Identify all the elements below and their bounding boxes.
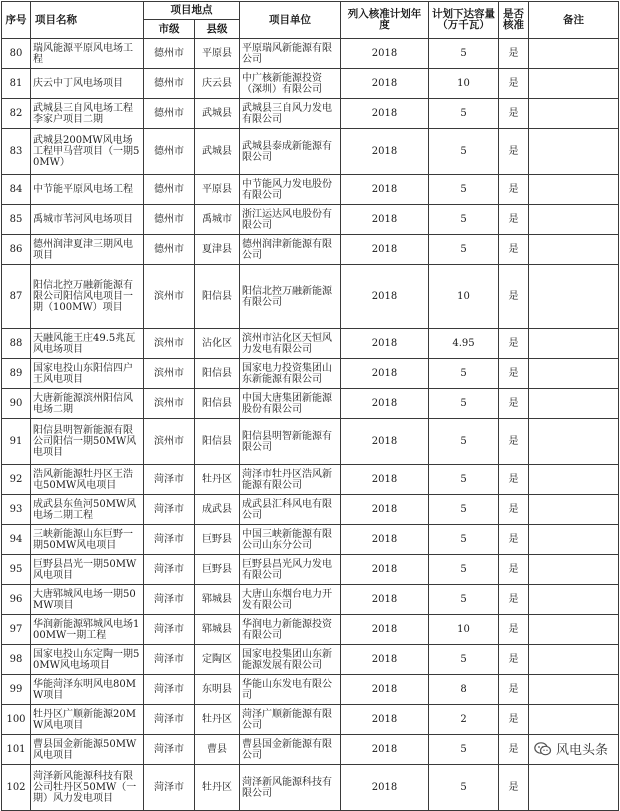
cell-city: 德州市	[144, 39, 195, 69]
header-note: 备注	[529, 2, 619, 39]
cell-note	[529, 359, 619, 389]
cell-unit: 巨野县昌光风力发电有限公司	[240, 555, 341, 585]
cell-county: 定陶区	[195, 645, 240, 675]
header-approved: 是否核准	[499, 2, 529, 39]
cell-seq: 87	[2, 265, 31, 329]
cell-approved: 是	[499, 129, 529, 175]
cell-note	[529, 705, 619, 735]
cell-county: 巨野县	[195, 555, 240, 585]
table-row	[2, 265, 619, 329]
cell-year: 2018	[341, 495, 429, 525]
cell-city: 菏泽市	[144, 465, 195, 495]
cell-note	[529, 235, 619, 265]
cell-name: 天融风能王庄49.5兆瓦风电场项目	[31, 329, 144, 359]
project-table	[1, 1, 619, 811]
cell-approved: 是	[499, 645, 529, 675]
cell-county: 阳信县	[195, 359, 240, 389]
cell-approved: 是	[499, 99, 529, 129]
cell-year: 2018	[341, 555, 429, 585]
cell-seq: 96	[2, 585, 31, 615]
cell-seq: 88	[2, 329, 31, 359]
cell-unit: 浙江运达风电股份有限公司	[240, 205, 341, 235]
cell-name: 菏泽新风能源科技有限公司牡丹区50MW（一期）风力发电项目	[31, 765, 144, 811]
cell-seq: 80	[2, 39, 31, 69]
cell-name: 瑞风能源平原风电场工程	[31, 39, 144, 69]
table-row	[2, 129, 619, 175]
cell-seq: 95	[2, 555, 31, 585]
cell-unit: 菏泽市牡丹区浩风新能源有限公司	[240, 465, 341, 495]
cell-note	[529, 389, 619, 419]
cell-year: 2018	[341, 99, 429, 129]
cell-approved: 是	[499, 175, 529, 205]
cell-approved: 是	[499, 389, 529, 419]
cell-unit: 国家电投集团山东新能源发展有限公司	[240, 645, 341, 675]
cell-year: 2018	[341, 675, 429, 705]
cell-unit: 菏泽新风能源科技有限公司	[240, 765, 341, 811]
cell-year: 2018	[341, 129, 429, 175]
table-row	[2, 205, 619, 235]
cell-county: 武城县	[195, 99, 240, 129]
cell-seq: 82	[2, 99, 31, 129]
cell-city: 德州市	[144, 205, 195, 235]
cell-approved: 是	[499, 419, 529, 465]
cell-capacity: 5	[429, 129, 499, 175]
cell-capacity: 10	[429, 615, 499, 645]
cell-name: 国家电投山东阳信四户王风电项目	[31, 359, 144, 389]
cell-note	[529, 615, 619, 645]
cell-note	[529, 465, 619, 495]
watermark	[530, 737, 612, 760]
cell-unit: 武城县泰成新能源有限公司	[240, 129, 341, 175]
cell-capacity: 5	[429, 525, 499, 555]
cell-city: 菏泽市	[144, 615, 195, 645]
cell-capacity: 5	[429, 735, 499, 765]
cell-unit: 阳信县明智新能源有限公司	[240, 419, 341, 465]
cell-unit: 成武县汇科风电有限公司	[240, 495, 341, 525]
cell-seq: 98	[2, 645, 31, 675]
cell-city: 菏泽市	[144, 645, 195, 675]
cell-unit: 华润电力新能源投资有限公司	[240, 615, 341, 645]
cell-seq: 84	[2, 175, 31, 205]
table-row	[2, 735, 619, 765]
cell-city: 菏泽市	[144, 585, 195, 615]
cell-county: 郓城县	[195, 585, 240, 615]
cell-county: 禹城市	[195, 205, 240, 235]
wechat-icon	[534, 741, 552, 757]
cell-city: 滨州市	[144, 419, 195, 465]
cell-city: 菏泽市	[144, 495, 195, 525]
cell-note	[529, 645, 619, 675]
table-row	[2, 69, 619, 99]
cell-capacity: 5	[429, 419, 499, 465]
cell-note	[529, 585, 619, 615]
cell-county: 阳信县	[195, 389, 240, 419]
cell-year: 2018	[341, 465, 429, 495]
cell-approved: 是	[499, 705, 529, 735]
cell-unit: 曹县国金新能源有限公司	[240, 735, 341, 765]
header-location: 项目地点	[144, 2, 240, 20]
cell-capacity: 4.95	[429, 329, 499, 359]
table-row	[2, 39, 619, 69]
cell-approved: 是	[499, 555, 529, 585]
cell-approved: 是	[499, 359, 529, 389]
cell-capacity: 5	[429, 99, 499, 129]
cell-capacity: 10	[429, 265, 499, 329]
cell-year: 2018	[341, 419, 429, 465]
cell-approved: 是	[499, 735, 529, 765]
cell-name: 中节能平原风电场工程	[31, 175, 144, 205]
cell-unit: 武城县三自风力发电有限公司	[240, 99, 341, 129]
cell-city: 德州市	[144, 69, 195, 99]
cell-seq: 97	[2, 615, 31, 645]
cell-county: 牡丹区	[195, 765, 240, 811]
cell-county: 牡丹区	[195, 705, 240, 735]
cell-seq: 92	[2, 465, 31, 495]
cell-capacity: 5	[429, 645, 499, 675]
cell-approved: 是	[499, 465, 529, 495]
cell-city: 菏泽市	[144, 765, 195, 811]
cell-year: 2018	[341, 205, 429, 235]
cell-unit: 中节能风力发电股份有限公司	[240, 175, 341, 205]
table-row	[2, 645, 619, 675]
cell-county: 牡丹区	[195, 465, 240, 495]
cell-unit: 阳信北控万融新能源有限公司	[240, 265, 341, 329]
cell-city: 菏泽市	[144, 675, 195, 705]
cell-name: 华能菏泽东明风电80MW项目	[31, 675, 144, 705]
table-row	[2, 329, 619, 359]
cell-year: 2018	[341, 705, 429, 735]
cell-approved: 是	[499, 675, 529, 705]
cell-note	[529, 175, 619, 205]
cell-county: 武城县	[195, 129, 240, 175]
table-row	[2, 585, 619, 615]
cell-approved: 是	[499, 205, 529, 235]
cell-capacity: 5	[429, 359, 499, 389]
header-city: 市级	[144, 20, 195, 39]
table-row	[2, 495, 619, 525]
cell-unit: 大唐山东烟台电力开发有限公司	[240, 585, 341, 615]
cell-name: 浩风新能源牡丹区王浩屯50MW风电项目	[31, 465, 144, 495]
cell-capacity: 5	[429, 175, 499, 205]
cell-name: 国家电投山东定陶一期50MW风电场项目	[31, 645, 144, 675]
cell-seq: 99	[2, 675, 31, 705]
cell-seq: 100	[2, 705, 31, 735]
cell-name: 庆云中丁风电场项目	[31, 69, 144, 99]
header-year: 列入核准计划年度	[341, 2, 429, 39]
cell-approved: 是	[499, 495, 529, 525]
table-row	[2, 359, 619, 389]
cell-note	[529, 765, 619, 811]
cell-unit: 德州润津新能源有限公司	[240, 235, 341, 265]
cell-city: 菏泽市	[144, 525, 195, 555]
cell-capacity: 5	[429, 235, 499, 265]
cell-seq: 85	[2, 205, 31, 235]
cell-approved: 是	[499, 615, 529, 645]
cell-unit: 平原瑞风新能源有限公司	[240, 39, 341, 69]
cell-name: 大唐新能源滨州阳信风电场二期	[31, 389, 144, 419]
cell-note	[529, 99, 619, 129]
cell-unit: 中广核新能源投资（深圳）有限公司	[240, 69, 341, 99]
table-row	[2, 525, 619, 555]
table-row	[2, 175, 619, 205]
cell-county: 郓城县	[195, 615, 240, 645]
cell-name: 三峡新能源山东巨野一期50MW风电项目	[31, 525, 144, 555]
cell-county: 东明县	[195, 675, 240, 705]
header-capacity: 计划下达容量（万千瓦）	[429, 2, 499, 39]
cell-county: 平原县	[195, 39, 240, 69]
cell-name: 成武县东鱼河50MW风电场二期工程	[31, 495, 144, 525]
cell-note	[529, 205, 619, 235]
cell-approved: 是	[499, 765, 529, 811]
cell-year: 2018	[341, 39, 429, 69]
cell-name: 武城县三自风电场工程李家户项目二期	[31, 99, 144, 129]
table-row	[2, 555, 619, 585]
cell-city: 滨州市	[144, 265, 195, 329]
header-county: 县级	[195, 20, 240, 39]
cell-city: 菏泽市	[144, 735, 195, 765]
cell-capacity: 8	[429, 675, 499, 705]
cell-note	[529, 69, 619, 99]
watermark-text: 风电头条	[555, 743, 608, 758]
header-unit: 项目单位	[240, 2, 341, 39]
cell-county: 曹县	[195, 735, 240, 765]
cell-note	[529, 265, 619, 329]
cell-note	[529, 495, 619, 525]
table-row	[2, 615, 619, 645]
cell-seq: 94	[2, 525, 31, 555]
cell-approved: 是	[499, 525, 529, 555]
cell-year: 2018	[341, 585, 429, 615]
cell-county: 阳信县	[195, 265, 240, 329]
cell-unit: 菏泽广顺新能源有限公司	[240, 705, 341, 735]
cell-capacity: 5	[429, 389, 499, 419]
table-row	[2, 235, 619, 265]
cell-city: 滨州市	[144, 329, 195, 359]
cell-seq: 93	[2, 495, 31, 525]
cell-seq: 83	[2, 129, 31, 175]
cell-seq: 102	[2, 765, 31, 811]
cell-approved: 是	[499, 39, 529, 69]
table-row	[2, 705, 619, 735]
cell-year: 2018	[341, 265, 429, 329]
cell-approved: 是	[499, 235, 529, 265]
cell-city: 德州市	[144, 235, 195, 265]
table-row	[2, 675, 619, 705]
cell-seq: 86	[2, 235, 31, 265]
table-row	[2, 389, 619, 419]
cell-approved: 是	[499, 69, 529, 99]
table-row	[2, 465, 619, 495]
cell-city: 滨州市	[144, 359, 195, 389]
table-row	[2, 99, 619, 129]
cell-note	[529, 555, 619, 585]
cell-county: 巨野县	[195, 525, 240, 555]
cell-unit: 中国大唐集团新能源股份有限公司	[240, 389, 341, 419]
cell-note	[529, 419, 619, 465]
cell-city: 德州市	[144, 99, 195, 129]
cell-year: 2018	[341, 359, 429, 389]
cell-capacity: 2	[429, 705, 499, 735]
cell-approved: 是	[499, 265, 529, 329]
cell-approved: 是	[499, 329, 529, 359]
header-name: 项目名称	[31, 2, 144, 39]
cell-note	[529, 675, 619, 705]
cell-name: 大唐郓城风电场一期50MW项目	[31, 585, 144, 615]
cell-unit: 国家电力投资集团山东新能源有限公司	[240, 359, 341, 389]
cell-capacity: 5	[429, 765, 499, 811]
cell-seq: 90	[2, 389, 31, 419]
cell-year: 2018	[341, 329, 429, 359]
cell-seq: 101	[2, 735, 31, 765]
table-row	[2, 765, 619, 811]
cell-capacity: 5	[429, 555, 499, 585]
cell-capacity: 5	[429, 585, 499, 615]
cell-capacity: 5	[429, 205, 499, 235]
cell-county: 庆云县	[195, 69, 240, 99]
cell-name: 武城县200MW风电场工程甲马营项目（一期50MW）	[31, 129, 144, 175]
cell-unit: 滨州市沾化区天恒风力发电有限公司	[240, 329, 341, 359]
header-seq: 序号	[2, 2, 31, 39]
cell-year: 2018	[341, 735, 429, 765]
cell-name: 牡丹区广顺新能源20MW风电项目	[31, 705, 144, 735]
cell-year: 2018	[341, 235, 429, 265]
cell-name: 阳信县明智新能源有限公司阳信一期50MW风电项目	[31, 419, 144, 465]
cell-city: 滨州市	[144, 389, 195, 419]
cell-name: 华润新能源郓城风电场100MW一期工程	[31, 615, 144, 645]
cell-capacity: 5	[429, 465, 499, 495]
cell-capacity: 5	[429, 495, 499, 525]
cell-seq: 91	[2, 419, 31, 465]
cell-year: 2018	[341, 765, 429, 811]
cell-name: 禹城市苇河风电场项目	[31, 205, 144, 235]
cell-city: 德州市	[144, 129, 195, 175]
cell-year: 2018	[341, 175, 429, 205]
cell-seq: 89	[2, 359, 31, 389]
cell-name: 阳信北控万融新能源有限公司阳信风电项目一期（100MW）项目	[31, 265, 144, 329]
cell-seq: 81	[2, 69, 31, 99]
cell-note	[529, 525, 619, 555]
cell-city: 德州市	[144, 175, 195, 205]
cell-year: 2018	[341, 645, 429, 675]
cell-city: 菏泽市	[144, 555, 195, 585]
cell-county: 平原县	[195, 175, 240, 205]
cell-year: 2018	[341, 525, 429, 555]
cell-note	[529, 329, 619, 359]
cell-name: 曹县国金新能源50MW风电项目	[31, 735, 144, 765]
cell-unit: 中国三峡新能源有限公司山东分公司	[240, 525, 341, 555]
cell-year: 2018	[341, 69, 429, 99]
cell-approved: 是	[499, 585, 529, 615]
cell-capacity: 5	[429, 39, 499, 69]
cell-year: 2018	[341, 615, 429, 645]
cell-unit: 华能山东发电有限公司	[240, 675, 341, 705]
cell-note	[529, 129, 619, 175]
cell-name: 德州润津夏津三期风电项目	[31, 235, 144, 265]
cell-year: 2018	[341, 389, 429, 419]
cell-county: 成武县	[195, 495, 240, 525]
cell-county: 沾化区	[195, 329, 240, 359]
cell-name: 巨野县昌光一期50MW风电项目	[31, 555, 144, 585]
cell-capacity: 10	[429, 69, 499, 99]
cell-city: 菏泽市	[144, 705, 195, 735]
cell-county: 夏津县	[195, 235, 240, 265]
cell-note	[529, 39, 619, 69]
table-row	[2, 419, 619, 465]
cell-county: 阳信县	[195, 419, 240, 465]
